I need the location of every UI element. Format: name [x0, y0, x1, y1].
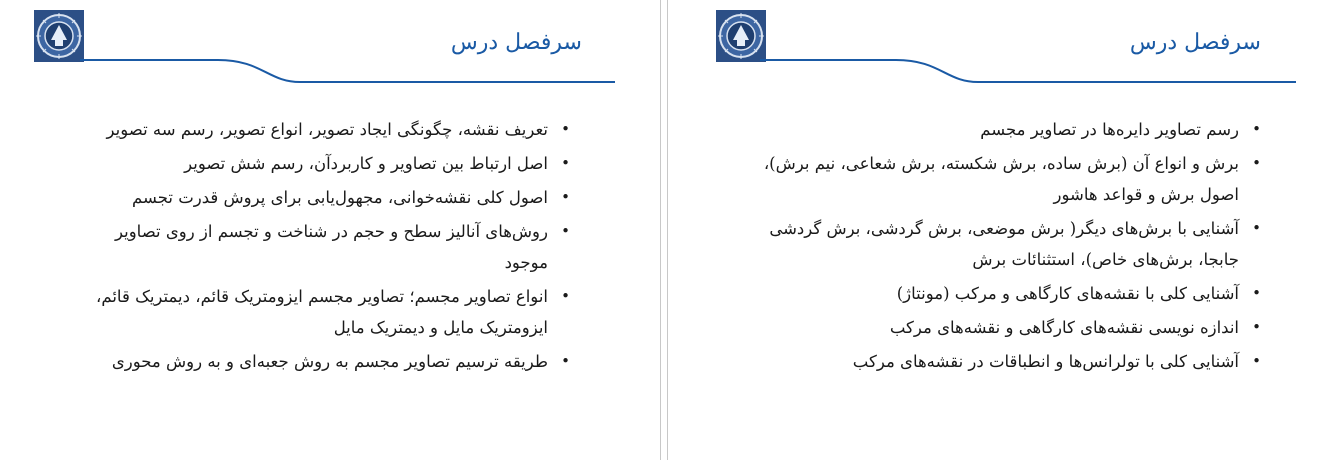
list-item: • تعریف نقشه، چگونگی ایجاد تصویر، انواع تصویر، رسم سه تصویر [70, 114, 570, 145]
title-divider [668, 52, 1323, 92]
list-item: • آشنایی با برش‌های دیگر( برش موضعی، برش گردشی، برش گردشی جابجا، برش‌های خاص)، استثنائات برش [741, 213, 1261, 275]
list-item: • اصل ارتباط بین تصاویر و کاربردآن، رسم شش تصویر [70, 148, 570, 179]
slide-left [0, 0, 660, 460]
list-item: • روش‌های آنالیز سطح و حجم در شناخت و تجسم از روی تصاویر موجود [70, 216, 570, 278]
bullet-list [70, 114, 570, 380]
title-divider [0, 52, 660, 92]
list-item: • طریقه ترسیم تصاویر مجسم به روش جعبه‌ای و به روش محوری [70, 346, 570, 377]
slide-right [668, 0, 1323, 460]
list-item: • رسم تصاویر دایره‌ها در تصاویر مجسم [741, 114, 1261, 145]
list-item: • برش و انواع آن (برش ساده، برش شکسته، برش شعاعی، نیم برش)، اصول برش و قواعد هاشور [741, 148, 1261, 210]
slide-title: سرفصل درس [450, 30, 582, 55]
list-item: • اندازه نویسی نقشه‌های کارگاهی و نقشه‌های مرکب [741, 312, 1261, 343]
slide-title: سرفصل درس [1129, 30, 1261, 55]
list-item: • اصول کلی نقشه‌خوانی، مجهول‌یابی برای پروش قدرت تجسم [70, 182, 570, 213]
page-gutter [660, 0, 668, 460]
list-item: • انواع تصاویر مجسم؛ تصاویر مجسم ایزومتریک قائم، دیمتریک قائم، ایزومتریک مایل و دیمتریک مایل [70, 281, 570, 343]
bullet-list [741, 114, 1261, 380]
list-item: • آشنایی کلی با نقشه‌های کارگاهی و مرکب (مونتاژ) [741, 278, 1261, 309]
list-item: • آشنایی کلی با تولرانس‌ها و انطباقات در نقشه‌های مرکب [741, 346, 1261, 377]
